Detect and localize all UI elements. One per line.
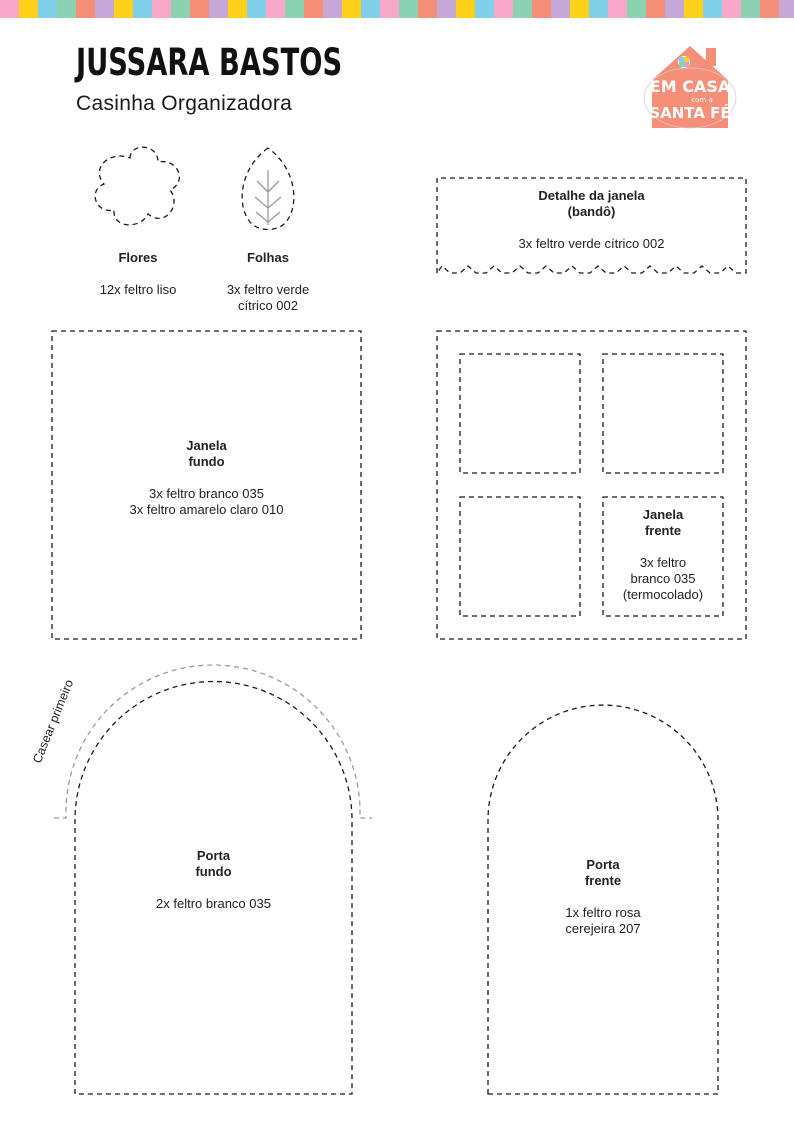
bando-material: 3x feltro verde cítrico 002 xyxy=(518,236,665,251)
casear-note: Casear primeiro xyxy=(30,677,77,766)
flower-shape xyxy=(95,147,179,225)
janela-frente-title: Janela frente xyxy=(642,507,684,538)
porta-frente-title: Porta frente xyxy=(584,857,622,888)
bando-title: Detalhe da janela (bandô) xyxy=(538,188,645,219)
author-name: JUSSARA BASTOS xyxy=(76,41,343,84)
janela-fundo-material: 3x feltro branco 035 3x feltro amarelo claro 010 xyxy=(129,486,284,517)
window-pane-bottom-left xyxy=(460,497,580,616)
logo-line1: EM CASA xyxy=(649,77,731,96)
pattern-title: Casinha Organizadora xyxy=(76,92,293,115)
porta-fundo-material: 2x feltro branco 035 xyxy=(156,896,271,911)
porta-fundo-title: Porta fundo xyxy=(195,848,232,879)
flores-title: Flores xyxy=(118,250,158,265)
leaf-veins xyxy=(255,170,281,225)
porta-frente-shape xyxy=(488,705,718,1094)
logo-line2: com a xyxy=(691,96,713,104)
window-pane-top-left xyxy=(460,354,580,473)
folhas-material: 3x feltro verde cítrico 002 xyxy=(226,282,310,313)
porta-fundo-shape xyxy=(75,682,352,1095)
porta-fundo-guide xyxy=(54,665,372,818)
janela-fundo-shape xyxy=(52,331,361,639)
janela-fundo-title: Janela fundo xyxy=(186,438,227,469)
window-pane-top-right xyxy=(603,354,723,473)
logo-line3: SANTA FÉ xyxy=(649,104,731,122)
flores-material: 12x feltro liso xyxy=(99,282,177,297)
janela-frente-material: 3x feltro branco 035 (termocolado) xyxy=(622,555,704,602)
porta-frente-material: 1x feltro rosa cerejeira 207 xyxy=(565,905,641,936)
folhas-title: Folhas xyxy=(247,250,289,265)
